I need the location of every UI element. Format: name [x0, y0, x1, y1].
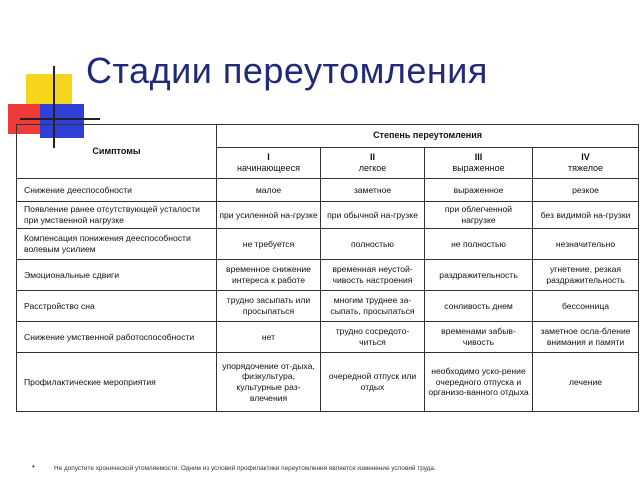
- slide-title: Стадии переутомления: [86, 50, 488, 91]
- value-cell: временами забыв-чивость: [425, 322, 533, 353]
- value-cell: заметное: [321, 179, 425, 202]
- value-cell: резкое: [533, 179, 639, 202]
- value-cell: упорядочение от-дыха, физкультура, культурные раз-влечения: [217, 353, 321, 412]
- symptom-cell: Появление ранее отсутствующей усталости при умственной нагрузке: [17, 202, 217, 229]
- value-cell: раздражительность: [425, 260, 533, 291]
- symptom-cell: Расстройство сна: [17, 291, 217, 322]
- value-cell: без видимой на-грузки: [533, 202, 639, 229]
- value-cell: нет: [217, 322, 321, 353]
- fatigue-stages-table: [16, 124, 639, 412]
- symptoms-header: Симптомы: [17, 125, 217, 179]
- note-bullet: •: [32, 462, 35, 471]
- value-cell: многим труднее за-сыпать, просыпаться: [321, 291, 425, 322]
- value-cell: необходимо уско-рение очередного отпуска и организо-ванного отдыха: [425, 353, 533, 412]
- symptom-cell: Эмоциональные сдвиги: [17, 260, 217, 291]
- table-row: [17, 291, 639, 322]
- stage-name: тяжелое: [567, 163, 604, 173]
- stage-number: II: [369, 151, 375, 162]
- value-cell: временное снижение интереса к работе: [217, 260, 321, 291]
- degree-header: Степень переутомления: [217, 125, 639, 148]
- footnote: Не допустите хронической утомляемости. Одним из условий профилактики переутомления является изменение условий труда.: [54, 465, 436, 472]
- value-cell: бессонница: [533, 291, 639, 322]
- stage-header-4: [533, 148, 639, 179]
- table-row: [17, 260, 639, 291]
- value-cell: при облегченной нагрузке: [425, 202, 533, 229]
- stage-name: легкое: [358, 163, 387, 173]
- stage-name: выраженное: [452, 163, 505, 173]
- stage-header-1: [217, 148, 321, 179]
- stage-name: начинающееся: [237, 163, 300, 173]
- table-row: [17, 202, 639, 229]
- table-row: [17, 229, 639, 260]
- symptom-cell: Профилактические мероприятия: [17, 353, 217, 412]
- value-cell: полностью: [321, 229, 425, 260]
- value-cell: трудно засыпать или просыпаться: [217, 291, 321, 322]
- value-cell: угнетение, резкая раздражительность: [533, 260, 639, 291]
- table-row: [17, 353, 639, 412]
- symptom-cell: Компенсация понижения дееспособности волевым усилием: [17, 229, 217, 260]
- stage-header-3: [425, 148, 533, 179]
- value-cell: незначительно: [533, 229, 639, 260]
- value-cell: малое: [217, 179, 321, 202]
- logo-horizontal-line: [20, 118, 100, 120]
- value-cell: трудно сосредото-читься: [321, 322, 425, 353]
- value-cell: временная неустой-чивость настроения: [321, 260, 425, 291]
- stage-number: III: [474, 151, 483, 162]
- value-cell: при усиленной на-грузке: [217, 202, 321, 229]
- symptom-cell: Снижение дееспособности: [17, 179, 217, 202]
- value-cell: сонливость днем: [425, 291, 533, 322]
- value-cell: лечение: [533, 353, 639, 412]
- table-row: [17, 322, 639, 353]
- value-cell: очередной отпуск или отдых: [321, 353, 425, 412]
- stage-number: IV: [581, 151, 590, 162]
- value-cell: не требуется: [217, 229, 321, 260]
- table-row: [17, 179, 639, 202]
- value-cell: при обычной на-грузке: [321, 202, 425, 229]
- value-cell: заметное осла-бление внимания и памяти: [533, 322, 639, 353]
- stage-header-2: [321, 148, 425, 179]
- value-cell: не полностью: [425, 229, 533, 260]
- stage-number: I: [267, 151, 270, 162]
- value-cell: выраженное: [425, 179, 533, 202]
- symptom-cell: Снижение умственной работоспособности: [17, 322, 217, 353]
